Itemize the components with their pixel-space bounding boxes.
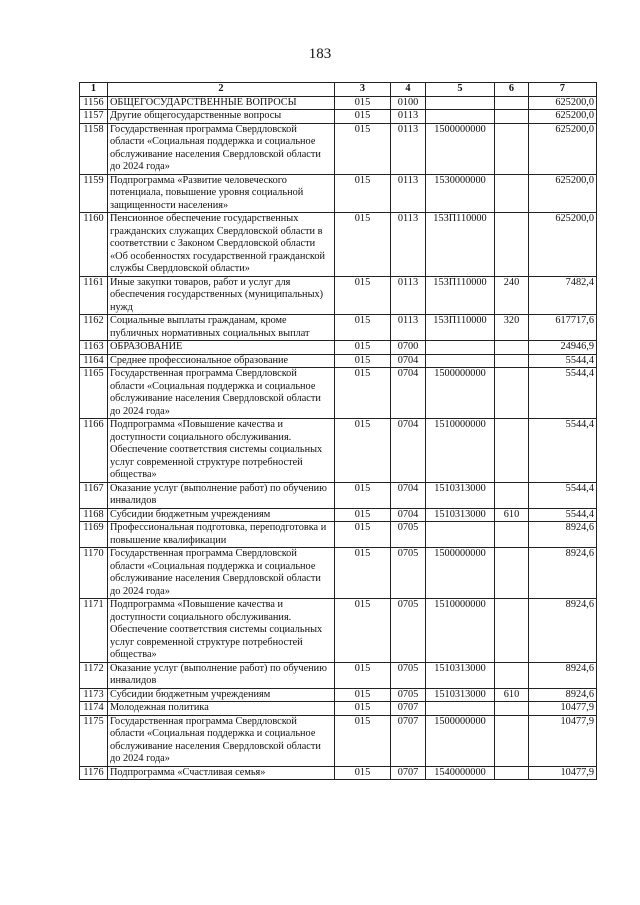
table-row [80, 174, 597, 213]
row-col-5: 153П110000 [426, 213, 495, 277]
row-col-5: 1500000000 [426, 123, 495, 174]
row-col-5: 1500000000 [426, 548, 495, 599]
row-col-4: 0113 [391, 174, 426, 213]
row-col-3: 015 [335, 213, 391, 277]
row-number: 1174 [80, 702, 108, 716]
table-row [80, 688, 597, 702]
row-amount: 625200,0 [529, 110, 597, 124]
row-amount: 8924,6 [529, 688, 597, 702]
table-body [80, 96, 597, 780]
row-description: Оказание услуг (выполнение работ) по обучению инвалидов [108, 662, 335, 688]
row-col-5 [426, 341, 495, 355]
row-amount: 625200,0 [529, 123, 597, 174]
row-col-3: 015 [335, 174, 391, 213]
row-col-5 [426, 702, 495, 716]
row-col-5 [426, 110, 495, 124]
row-col-3: 015 [335, 662, 391, 688]
row-col-6: 610 [495, 688, 529, 702]
row-col-3: 015 [335, 123, 391, 174]
row-description: Среднее профессиональное образование [108, 354, 335, 368]
header-col-4: 4 [391, 83, 426, 97]
row-amount: 625200,0 [529, 96, 597, 110]
row-col-3: 015 [335, 419, 391, 483]
row-description: Молодежная политика [108, 702, 335, 716]
row-amount: 24946,9 [529, 341, 597, 355]
row-col-6 [495, 96, 529, 110]
budget-table [79, 82, 597, 780]
row-col-4: 0705 [391, 522, 426, 548]
row-col-5 [426, 354, 495, 368]
row-col-4: 0704 [391, 508, 426, 522]
row-col-5: 153П110000 [426, 276, 495, 315]
row-description: Субсидии бюджетным учреждениям [108, 508, 335, 522]
row-col-5: 1500000000 [426, 715, 495, 766]
row-col-6: 610 [495, 508, 529, 522]
row-col-5: 1510313000 [426, 482, 495, 508]
row-col-6: 240 [495, 276, 529, 315]
row-number: 1173 [80, 688, 108, 702]
row-number: 1166 [80, 419, 108, 483]
row-col-4: 0113 [391, 315, 426, 341]
row-description: Профессиональная подготовка, переподготовка и повышение квалификации [108, 522, 335, 548]
row-amount: 5544,4 [529, 354, 597, 368]
row-col-3: 015 [335, 482, 391, 508]
row-col-4: 0707 [391, 766, 426, 780]
row-number: 1176 [80, 766, 108, 780]
row-col-6 [495, 341, 529, 355]
row-description: ОБЩЕГОСУДАРСТВЕННЫЕ ВОПРОСЫ [108, 96, 335, 110]
row-number: 1159 [80, 174, 108, 213]
row-col-5: 1510000000 [426, 419, 495, 483]
row-number: 1175 [80, 715, 108, 766]
row-col-4: 0705 [391, 599, 426, 663]
row-col-3: 015 [335, 688, 391, 702]
row-col-4: 0705 [391, 548, 426, 599]
row-col-3: 015 [335, 96, 391, 110]
row-description: Пенсионное обеспечение государственных гражданских служащих Свердловской области в соответствии с Законом Свердловской области «Об особенностях государственной гражданской службы Свердловской области» [108, 213, 335, 277]
row-col-6 [495, 662, 529, 688]
table-row [80, 715, 597, 766]
row-col-6 [495, 368, 529, 419]
row-description: Государственная программа Свердловской области «Социальная поддержка и социальное обслуживание населения Свердловской области до 2024 года» [108, 123, 335, 174]
row-amount: 5544,4 [529, 419, 597, 483]
table-row [80, 341, 597, 355]
row-amount: 625200,0 [529, 213, 597, 277]
row-amount: 625200,0 [529, 174, 597, 213]
row-col-5: 1530000000 [426, 174, 495, 213]
row-col-4: 0704 [391, 482, 426, 508]
row-amount: 617717,6 [529, 315, 597, 341]
table-row [80, 662, 597, 688]
row-col-4: 0704 [391, 354, 426, 368]
row-col-6: 320 [495, 315, 529, 341]
table-row [80, 702, 597, 716]
table-row [80, 110, 597, 124]
row-description: Подпрограмма «Развитие человеческого потенциала, повышение уровня социальной защищенности населения» [108, 174, 335, 213]
row-description: Иные закупки товаров, работ и услуг для обеспечения государственных (муниципальных) нужд [108, 276, 335, 315]
row-amount: 7482,4 [529, 276, 597, 315]
row-description: Оказание услуг (выполнение работ) по обучению инвалидов [108, 482, 335, 508]
row-description: Подпрограмма «Счастливая семья» [108, 766, 335, 780]
row-col-6 [495, 766, 529, 780]
row-col-6 [495, 548, 529, 599]
row-number: 1162 [80, 315, 108, 341]
row-amount: 5544,4 [529, 482, 597, 508]
row-col-3: 015 [335, 548, 391, 599]
row-col-3: 015 [335, 110, 391, 124]
row-description: Государственная программа Свердловской области «Социальная поддержка и социальное обслуживание населения Свердловской области до 2024 года» [108, 715, 335, 766]
row-col-4: 0705 [391, 662, 426, 688]
row-col-6 [495, 213, 529, 277]
table-row [80, 354, 597, 368]
row-col-3: 015 [335, 368, 391, 419]
row-col-3: 015 [335, 315, 391, 341]
table-row [80, 315, 597, 341]
header-col-6: 6 [495, 83, 529, 97]
row-col-3: 015 [335, 522, 391, 548]
row-col-4: 0704 [391, 368, 426, 419]
table-row [80, 766, 597, 780]
row-col-3: 015 [335, 766, 391, 780]
row-number: 1172 [80, 662, 108, 688]
row-description: Другие общегосударственные вопросы [108, 110, 335, 124]
row-col-6 [495, 522, 529, 548]
row-col-5: 1510313000 [426, 508, 495, 522]
header-col-5: 5 [426, 83, 495, 97]
row-number: 1167 [80, 482, 108, 508]
row-col-3: 015 [335, 599, 391, 663]
row-number: 1164 [80, 354, 108, 368]
row-col-5: 1500000000 [426, 368, 495, 419]
row-col-5: 1510313000 [426, 662, 495, 688]
row-col-6 [495, 174, 529, 213]
row-col-4: 0113 [391, 123, 426, 174]
row-col-3: 015 [335, 702, 391, 716]
row-amount: 5544,4 [529, 508, 597, 522]
row-number: 1157 [80, 110, 108, 124]
row-description: Субсидии бюджетным учреждениям [108, 688, 335, 702]
row-description: Подпрограмма «Повышение качества и доступности социального обслуживания. Обеспечение соответствия системы социальных услуг современной структуре потребностей общества» [108, 599, 335, 663]
table-row [80, 522, 597, 548]
table-row [80, 599, 597, 663]
row-description: Государственная программа Свердловской области «Социальная поддержка и социальное обслуживание населения Свердловской области до 2024 года» [108, 368, 335, 419]
row-col-3: 015 [335, 715, 391, 766]
row-col-4: 0700 [391, 341, 426, 355]
header-row [80, 83, 597, 97]
table-row [80, 508, 597, 522]
row-amount: 10477,9 [529, 702, 597, 716]
row-col-4: 0707 [391, 715, 426, 766]
table-row [80, 482, 597, 508]
table-row [80, 419, 597, 483]
table-row [80, 213, 597, 277]
row-number: 1168 [80, 508, 108, 522]
page-number: 183 [308, 46, 332, 62]
row-description: Государственная программа Свердловской области «Социальная поддержка и социальное обслуживание населения Свердловской области до 2024 года» [108, 548, 335, 599]
row-description: Подпрограмма «Повышение качества и доступности социального обслуживания. Обеспечение соответствия системы социальных услуг современной структуре потребностей общества» [108, 419, 335, 483]
row-number: 1163 [80, 341, 108, 355]
row-number: 1170 [80, 548, 108, 599]
table-header [80, 83, 597, 97]
row-col-5 [426, 96, 495, 110]
table-row [80, 96, 597, 110]
row-col-6 [495, 354, 529, 368]
row-number: 1169 [80, 522, 108, 548]
row-col-4: 0113 [391, 213, 426, 277]
table-row [80, 548, 597, 599]
header-col-7: 7 [529, 83, 597, 97]
row-col-3: 015 [335, 354, 391, 368]
row-col-6 [495, 110, 529, 124]
row-amount: 8924,6 [529, 522, 597, 548]
row-col-3: 015 [335, 508, 391, 522]
row-col-6 [495, 419, 529, 483]
row-col-4: 0707 [391, 702, 426, 716]
row-col-5 [426, 522, 495, 548]
row-col-6 [495, 715, 529, 766]
row-amount: 5544,4 [529, 368, 597, 419]
row-col-4: 0113 [391, 110, 426, 124]
row-col-4: 0704 [391, 419, 426, 483]
row-number: 1171 [80, 599, 108, 663]
row-number: 1161 [80, 276, 108, 315]
row-amount: 8924,6 [529, 662, 597, 688]
row-number: 1160 [80, 213, 108, 277]
header-col-1: 1 [80, 83, 108, 97]
row-col-4: 0705 [391, 688, 426, 702]
row-amount: 8924,6 [529, 548, 597, 599]
row-col-6 [495, 599, 529, 663]
row-description: ОБРАЗОВАНИЕ [108, 341, 335, 355]
row-number: 1158 [80, 123, 108, 174]
row-amount: 10477,9 [529, 766, 597, 780]
table-row [80, 123, 597, 174]
row-col-3: 015 [335, 341, 391, 355]
row-number: 1156 [80, 96, 108, 110]
row-col-6 [495, 482, 529, 508]
table-row [80, 276, 597, 315]
row-col-5: 1540000000 [426, 766, 495, 780]
row-description: Социальные выплаты гражданам, кроме публичных нормативных социальных выплат [108, 315, 335, 341]
row-number: 1165 [80, 368, 108, 419]
row-col-4: 0100 [391, 96, 426, 110]
table-row [80, 368, 597, 419]
row-col-4: 0113 [391, 276, 426, 315]
header-col-3: 3 [335, 83, 391, 97]
row-col-5: 1510313000 [426, 688, 495, 702]
row-amount: 10477,9 [529, 715, 597, 766]
header-col-2: 2 [108, 83, 335, 97]
row-amount: 8924,6 [529, 599, 597, 663]
row-col-5: 1510000000 [426, 599, 495, 663]
row-col-6 [495, 123, 529, 174]
row-col-5: 153П110000 [426, 315, 495, 341]
row-col-3: 015 [335, 276, 391, 315]
row-col-6 [495, 702, 529, 716]
